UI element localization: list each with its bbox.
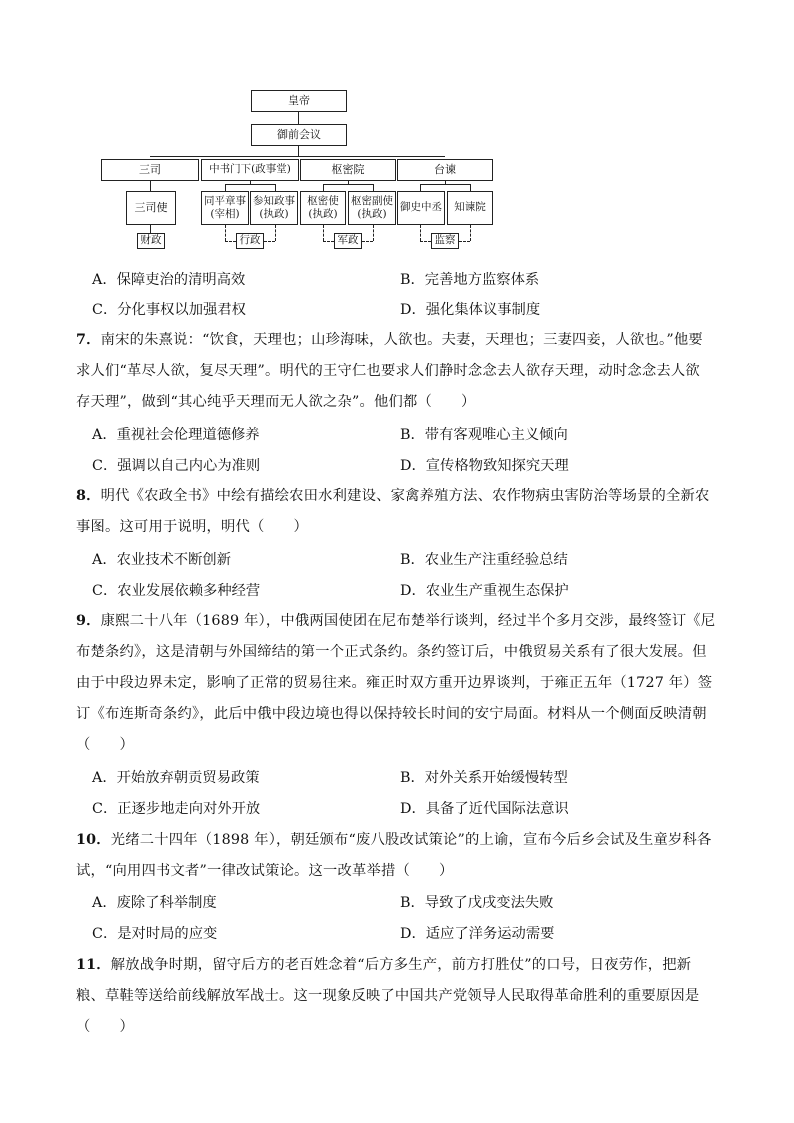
connector — [275, 184, 276, 191]
question-number: 7． — [76, 332, 101, 348]
connector — [150, 156, 445, 157]
song-government-diagram — [0, 0, 794, 260]
connector — [373, 184, 374, 191]
dashed-connector — [225, 225, 226, 241]
dashed-connector — [275, 225, 276, 241]
question-9-line — [76, 606, 726, 637]
q10-option-d[interactable]: D．适应了洋务运动需要 — [400, 926, 555, 942]
dashed-connector — [264, 241, 275, 242]
sub-label: (宰相) — [210, 208, 240, 220]
sub-label: 同平章事 — [204, 194, 246, 207]
dashed-connector — [420, 225, 421, 241]
question-8 — [76, 481, 726, 543]
dept-label: 枢密院 — [331, 163, 365, 177]
sub-label: (执政) — [259, 208, 289, 220]
question-text: 布楚条约》，这是清朝与外国缔结的第一个正式条约。条约签订后，中俄贸易关系有了很大发展。但 — [76, 644, 707, 660]
connector — [150, 181, 151, 191]
q9-option-c[interactable]: C．正逐步地走向对外开放 — [92, 801, 261, 817]
q6-option-d[interactable]: D．强化集体议事制度 — [400, 302, 541, 318]
question-text: 求人们“革尽人欲，复尽天理”。明代的王守仁也要求人们静时念念去人欲存天理，动时念念去人欲 — [76, 363, 700, 379]
sub-label: 知谏院 — [454, 201, 486, 214]
dashed-connector — [225, 241, 236, 242]
dept-zhongshu — [201, 159, 299, 181]
question-10-line — [76, 825, 726, 856]
sub-label: 枢密副使 — [351, 194, 393, 207]
dashed-connector — [362, 241, 373, 242]
question-text: 粮、草鞋等送给前线解放军战士。这一现象反映了中国共产党领导人民取得革命胜利的重要原因是 — [76, 988, 700, 1004]
func-xingzheng — [236, 233, 264, 249]
dashed-connector — [323, 241, 334, 242]
question-11 — [76, 950, 726, 1043]
connector — [250, 181, 251, 185]
q6-option-a[interactable]: A．保障吏治的清明高效 — [92, 272, 246, 288]
dept-label: 中书门下(政事堂) — [209, 163, 291, 176]
question-text: 解放战争时期，留守后方的老百姓念着“后方多生产，前方打胜仗”的口号，日夜劳作，把新 — [110, 957, 692, 973]
question-text: 康熙二十八年（1689 年），中俄两国使团在尼布楚举行谈判，经过半个多月交涉，最终签订《尼 — [100, 613, 716, 629]
dashed-connector — [373, 225, 374, 241]
question-11-line — [76, 950, 726, 981]
q10-option-b[interactable]: B．导致了戊戌变法失败 — [400, 895, 554, 911]
emperor-label: 皇帝 — [288, 94, 310, 108]
question-text: 明代《农政全书》中绘有描绘农田水利建设、家禽养殖方法、农作物病虫害防治等场景的全新农 — [100, 488, 710, 504]
q8-option-a[interactable]: A．农业技术不断创新 — [92, 552, 231, 568]
sub-shumishi — [300, 191, 346, 225]
question-number: 8． — [76, 488, 101, 504]
question-9 — [76, 606, 726, 761]
sub-tongpingzhang — [201, 191, 249, 225]
q8-option-b[interactable]: B．农业生产注重经验总结 — [400, 552, 568, 568]
connector — [470, 184, 471, 191]
sub-canzhi — [250, 191, 298, 225]
connector — [150, 225, 151, 233]
question-text: （ ） — [76, 737, 134, 753]
dept-sansi — [101, 159, 199, 181]
sub-yushizhongcheng — [397, 191, 445, 225]
sub-label: 枢密使 — [307, 194, 339, 207]
func-junzheng — [334, 233, 362, 249]
sub-label: (执政) — [308, 208, 338, 220]
sub-label: (执政) — [357, 208, 387, 220]
question-text: 试，“向用四书文者”一律改试策论。这一改革举措（ ） — [76, 863, 454, 879]
sub-shumifushi — [348, 191, 396, 225]
q9-option-b[interactable]: B．对外关系开始缓慢转型 — [400, 770, 568, 786]
q7-option-a[interactable]: A．重视社会伦理道德修养 — [92, 427, 260, 443]
q8-option-d[interactable]: D．农业生产重视生态保护 — [400, 583, 569, 599]
dashed-connector — [323, 225, 324, 241]
dashed-connector — [470, 225, 471, 241]
connector — [420, 184, 421, 191]
council-label: 御前会议 — [277, 128, 321, 142]
sub-label: 御史中丞 — [400, 201, 442, 214]
question-text: 南宋的朱熹说：“饮食，天理也；山珍海味，人欲也。夫妻，天理也；三妻四妾，人欲也。”他要 — [100, 332, 703, 348]
connector — [298, 146, 299, 156]
emperor-box — [251, 90, 347, 112]
q6-option-c[interactable]: C．分化事权以加强君权 — [92, 302, 246, 318]
question-text: 事图。这可用于说明，明代（ ） — [76, 519, 308, 535]
question-text: 光绪二十四年（1898 年），朝廷颁布“废八股改试策论”的上谕，宣布今后乡会试及生童岁科各 — [110, 832, 712, 848]
connector — [298, 112, 299, 124]
question-7 — [76, 325, 726, 418]
question-text: 订《布连斯奇条约》，此后中俄中段边境也得以保持较长时间的安宁局面。材料从一个侧面反映清朝 — [76, 706, 707, 722]
connector — [225, 184, 226, 191]
dashed-connector — [420, 241, 431, 242]
q10-option-a[interactable]: A．废除了科举制度 — [92, 895, 217, 911]
question-text: 由于中段边界未定，影响了正常的贸易往来。雍正时双方重开边界谈判，于雍正五年（1727 年）签 — [76, 675, 713, 691]
question-number: 11． — [76, 957, 111, 973]
q6-option-b[interactable]: B．完善地方监察体系 — [400, 272, 540, 288]
question-text: （ ） — [76, 1019, 134, 1035]
council-box — [251, 124, 347, 146]
sub-sansishi — [126, 191, 176, 225]
dept-taijian — [397, 159, 493, 181]
dashed-connector — [459, 241, 470, 242]
question-8-line — [76, 481, 726, 512]
question-text: 存天理”，做到“其心纯乎天理而无人欲之杂”。他们都（ ） — [76, 394, 476, 410]
q7-option-c[interactable]: C．强调以自己内心为准则 — [92, 458, 261, 474]
dept-label: 三司 — [139, 163, 161, 177]
func-label: 军政 — [337, 234, 359, 247]
func-label: 监察 — [434, 234, 456, 247]
q7-option-d[interactable]: D．宣传格物致知探究天理 — [400, 458, 569, 474]
q9-option-d[interactable]: D．具备了近代国际法意识 — [400, 801, 569, 817]
q9-option-a[interactable]: A．开始放弃朝贡贸易政策 — [92, 770, 260, 786]
question-10 — [76, 825, 726, 887]
question-number: 10． — [76, 832, 111, 848]
func-label: 行政 — [239, 234, 261, 247]
sub-zhijianyuan — [447, 191, 493, 225]
connector — [445, 181, 446, 185]
dept-label: 台谏 — [434, 163, 456, 177]
sub-label: 三司使 — [134, 201, 168, 215]
connector — [348, 181, 349, 185]
q8-option-c[interactable]: C．农业发展依赖多种经营 — [92, 583, 261, 599]
connector — [323, 184, 324, 191]
func-caizheng — [137, 233, 165, 249]
func-jiancha — [431, 233, 459, 249]
q10-option-c[interactable]: C．是对时局的应变 — [92, 926, 218, 942]
func-label: 财政 — [140, 234, 162, 247]
sub-label: 参知政事 — [253, 194, 295, 207]
question-7-line — [76, 325, 726, 356]
dept-shumi — [300, 159, 396, 181]
question-number: 9． — [76, 613, 101, 629]
q7-option-b[interactable]: B．带有客观唯心主义倾向 — [400, 427, 568, 443]
